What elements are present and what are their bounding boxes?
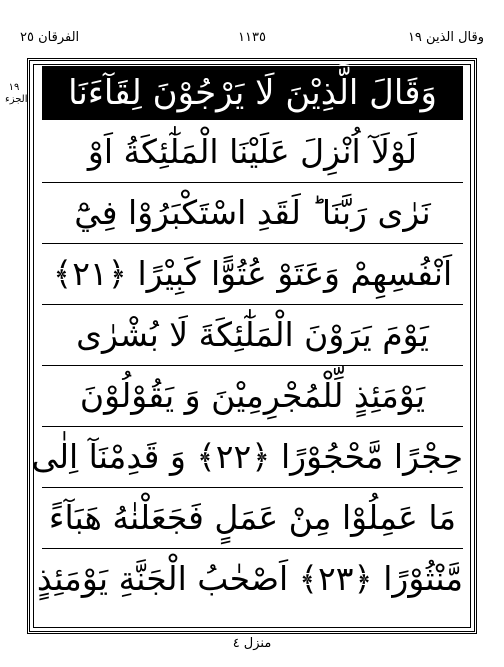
- text-lines: [31, 122, 463, 610]
- title-line-text: وَقَالَ الَّذِيْنَ لَا يَرْجُوْنَ لِقَآءَنَا: [68, 73, 437, 113]
- highlighted-title-line: [42, 66, 463, 120]
- page-number: ١١٣٥: [238, 30, 266, 45]
- line-text: نَرٰى رَبَّنَا ؕ لَقَدِ اسْتَكْبَرُوْا فِيْٓ: [74, 193, 431, 232]
- text-line: [42, 305, 463, 366]
- line-text: مَا عَمِلُوْا مِنْ عَمَلٍ فَجَعَلْنٰهُ هَبَآءً: [48, 498, 457, 537]
- line-text: لَوْلَآ اُنْزِلَ عَلَيْنَا الْمَلٰٓئِكَةُ اَوْ: [87, 132, 418, 171]
- page-footer: منزل ٤: [232, 636, 272, 651]
- text-line: [42, 122, 463, 183]
- text-line: [42, 244, 463, 305]
- text-line: [36, 549, 463, 610]
- line-text: يَوْمَ يَرَوْنَ الْمَلٰٓئِكَةَ لَا بُشْرٰى: [76, 315, 429, 354]
- surah-name-label: الفرقان ٢٥: [20, 30, 80, 45]
- line-text: يَوْمَئِذٍ لِّلْمُجْرِمِيْنَ وَ يَقُوْلُوْنَ: [79, 376, 426, 415]
- line-text: اَنْفُسِهِمْ وَعَتَوْ عُتُوًّا كَبِيْرًا ﴿٢١﴾: [52, 254, 453, 293]
- page-header: [0, 30, 504, 48]
- text-line: [31, 427, 463, 488]
- line-text: حِجْرًا مَّحْجُوْرًا ﴿٢٢﴾ وَ قَدِمْنَآ اِلٰى: [31, 437, 463, 476]
- text-line: [42, 488, 463, 549]
- juz-name-label: وقال الذين ١٩: [407, 30, 484, 45]
- line-text: مَّنْثُوْرًا ﴿٢٣﴾ اَصْحٰبُ الْجَنَّةِ يَوْمَئِذٍ: [36, 559, 463, 598]
- text-line: [42, 183, 463, 244]
- juz-marker: ١٩ الجزء: [5, 82, 28, 105]
- text-line: [42, 366, 463, 427]
